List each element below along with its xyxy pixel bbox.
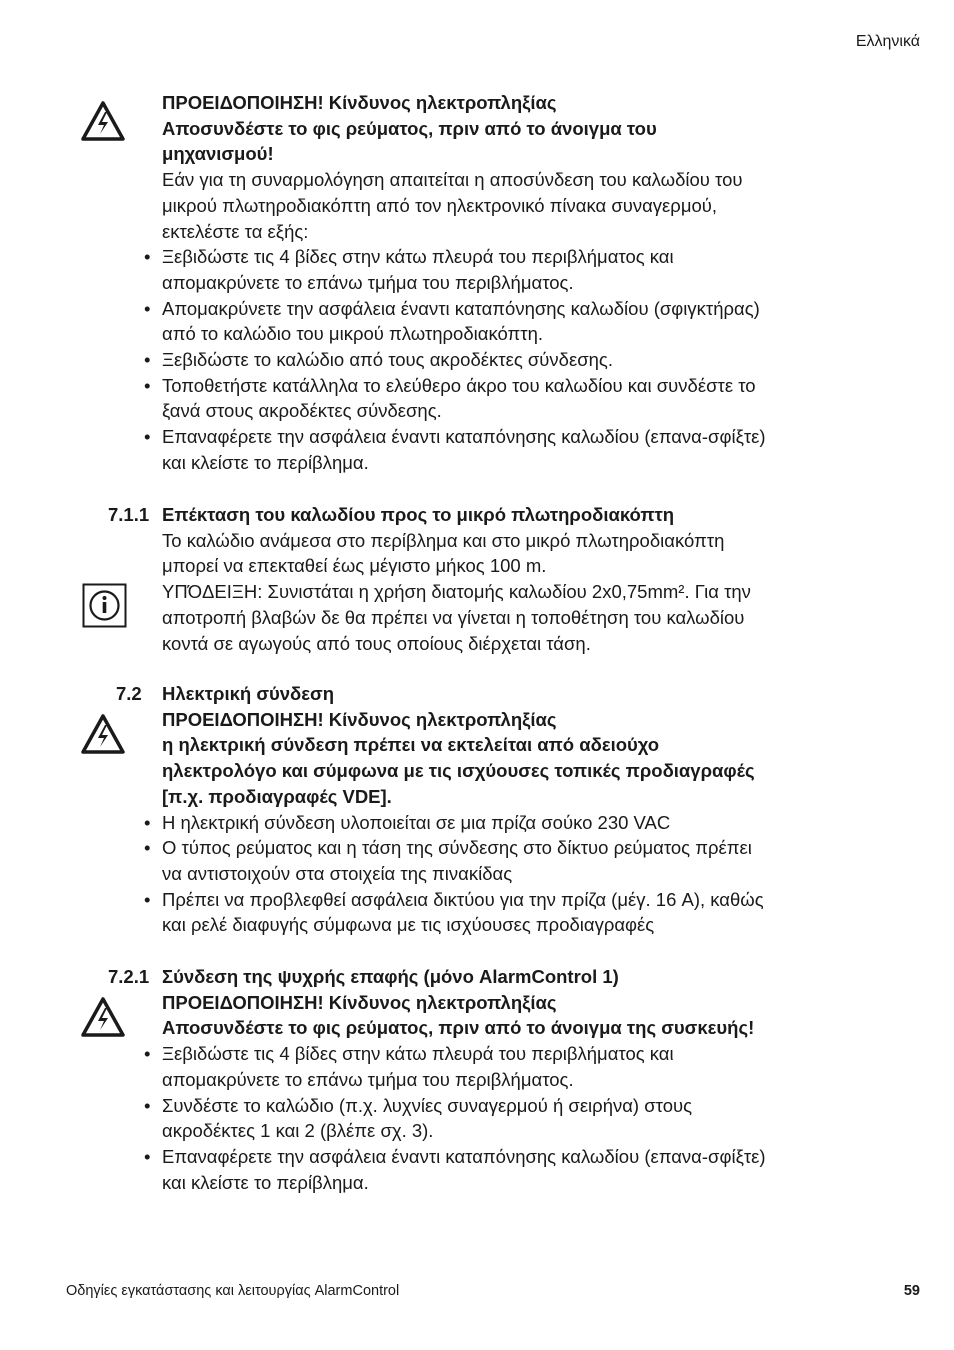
warning-text: Αποσυνδέστε το φις ρεύματος, πριν από το άνοιγμα της συσκευής! bbox=[162, 1017, 755, 1039]
list-item: • Επαναφέρετε την ασφάλεια έναντι καταπόνησης καλωδίου (επανα-σφίξτε) και κλείστε το περίβλημα. bbox=[162, 424, 842, 475]
list-item: • Ξεβιδώστε τις 4 βίδες στην κάτω πλευρά του περιβλήματος και απομακρύνετε το επάνω τμήμα του περιβλήματος. bbox=[162, 244, 842, 295]
footer-title: Οδηγίες εγκατάστασης και λειτουργίας AlarmControl bbox=[66, 1283, 400, 1299]
section-7-2 bbox=[162, 681, 842, 938]
info-icon bbox=[82, 583, 127, 628]
list-item: • Απομακρύνετε την ασφάλεια έναντι καταπόνησης καλωδίου (σφιγκτήρας) από το καλώδιο του μικρού πλωτηροδιακόπτη. bbox=[162, 296, 842, 347]
section-heading: Επέκταση του καλωδίου προς το μικρό πλωτηροδιακόπτη bbox=[162, 504, 675, 525]
electric-hazard-icon bbox=[80, 100, 126, 142]
warning-title: ΠΡΟΕΙΔΟΠΟΙΗΣΗ! Κίνδυνος ηλεκτροπληξίας bbox=[162, 708, 557, 730]
paragraph-line: εκτελέστε τα εξής: bbox=[162, 220, 309, 242]
list-item: • Ο τύπος ρεύματος και η τάση της σύνδεσης στο δίκτυο ρεύματος πρέπει να αντιστοιχούν στα στοιχεία της πινακίδας bbox=[162, 835, 842, 886]
paragraph-line: Εάν για τη συναρμολόγηση απαιτείται η αποσύνδεση του καλωδίου του bbox=[162, 169, 743, 191]
page-number: 59 bbox=[903, 1283, 920, 1299]
section-number: 7.1.1 bbox=[108, 504, 150, 525]
list-item: • Συνδέστε το καλώδιο (π.χ. λυχνίες συναγερμού ή σειρήνα) στους ακροδέκτες 1 και 2 (βλέπε σχ. 3). bbox=[162, 1093, 862, 1144]
warning-text: ηλεκτρολόγο και σύμφωνα με τις ισχύουσες τοπικές προδιαγραφές bbox=[162, 760, 755, 782]
paragraph-line: μπορεί να επεκταθεί έως μέγιστο μήκος 100 m. bbox=[162, 555, 547, 577]
warning-text: μηχανισμού! bbox=[162, 143, 274, 165]
warning-title: ΠΡΟΕΙΔΟΠΟΙΗΣΗ! Κίνδυνος ηλεκτροπληξίας bbox=[162, 991, 557, 1013]
warning-block-1 bbox=[162, 90, 842, 476]
electric-hazard-icon bbox=[80, 996, 126, 1038]
note-line: ΥΠΌΔΕΙΞΗ: Συνιστάται η χρήση διατομής καλωδίου 2x0,75mm². Για την bbox=[162, 581, 751, 603]
language-label: Ελληνικά bbox=[855, 33, 920, 50]
paragraph-line: Το καλώδιο ανάμεσα στο περίβλημα και στο μικρό πλωτηροδιακόπτη bbox=[162, 529, 725, 551]
section-number: 7.2.1 bbox=[108, 966, 150, 987]
section-7-2-1 bbox=[162, 964, 862, 1195]
section-heading: Ηλεκτρική σύνδεση bbox=[162, 683, 335, 704]
paragraph-line: μικρού πλωτηροδιακόπτη από τον ηλεκτρονικό πίνακα συναγερμού, bbox=[162, 194, 718, 216]
note-line: κοντά σε αγωγούς από τους οποίους διέρχεται τάση. bbox=[162, 632, 591, 654]
list-item: • Ξεβιδώστε τις 4 βίδες στην κάτω πλευρά του περιβλήματος και απομακρύνετε το επάνω τμήμα του περιβλήματος. bbox=[162, 1041, 862, 1092]
list-item: • Πρέπει να προβλεφθεί ασφάλεια δικτύου για την πρίζα (μέγ. 16 A), καθώς και ρελέ διαφυγής σύμφωνα με τις ισχύουσες προδιαγραφές bbox=[162, 887, 842, 938]
warning-text: Αποσυνδέστε το φις ρεύματος, πριν από το άνοιγμα του bbox=[162, 117, 657, 139]
note-line: αποτροπή βλαβών δε θα πρέπει να γίνεται η τοποθέτηση του καλωδίου bbox=[162, 606, 745, 628]
section-7-1-1 bbox=[162, 502, 842, 656]
list-item: • Η ηλεκτρική σύνδεση υλοποιείται σε μια πρίζα σούκο 230 VAC bbox=[162, 810, 842, 836]
list-item: • Τοποθετήστε κατάλληλα το ελεύθερο άκρο του καλωδίου και συνδέστε το ξανά στους ακροδέκτες σύνδεσης. bbox=[162, 373, 842, 424]
warning-text: η ηλεκτρική σύνδεση πρέπει να εκτελείται από αδειούχο bbox=[162, 734, 660, 756]
section-heading: Σύνδεση της ψυχρής επαφής (μόνο AlarmControl 1) bbox=[162, 966, 619, 987]
list-item: • Ξεβιδώστε το καλώδιο από τους ακροδέκτες σύνδεσης. bbox=[162, 347, 842, 373]
electric-hazard-icon bbox=[80, 713, 126, 755]
warning-title: ΠΡΟΕΙΔΟΠΟΙΗΣΗ! Κίνδυνος ηλεκτροπληξίας bbox=[162, 92, 557, 113]
list-item: • Επαναφέρετε την ασφάλεια έναντι καταπόνησης καλωδίου (επανα-σφίξτε) και κλείστε το περίβλημα. bbox=[162, 1144, 862, 1195]
warning-text: [π.χ. προδιαγραφές VDE]. bbox=[162, 785, 392, 807]
section-number: 7.2 bbox=[116, 683, 142, 704]
